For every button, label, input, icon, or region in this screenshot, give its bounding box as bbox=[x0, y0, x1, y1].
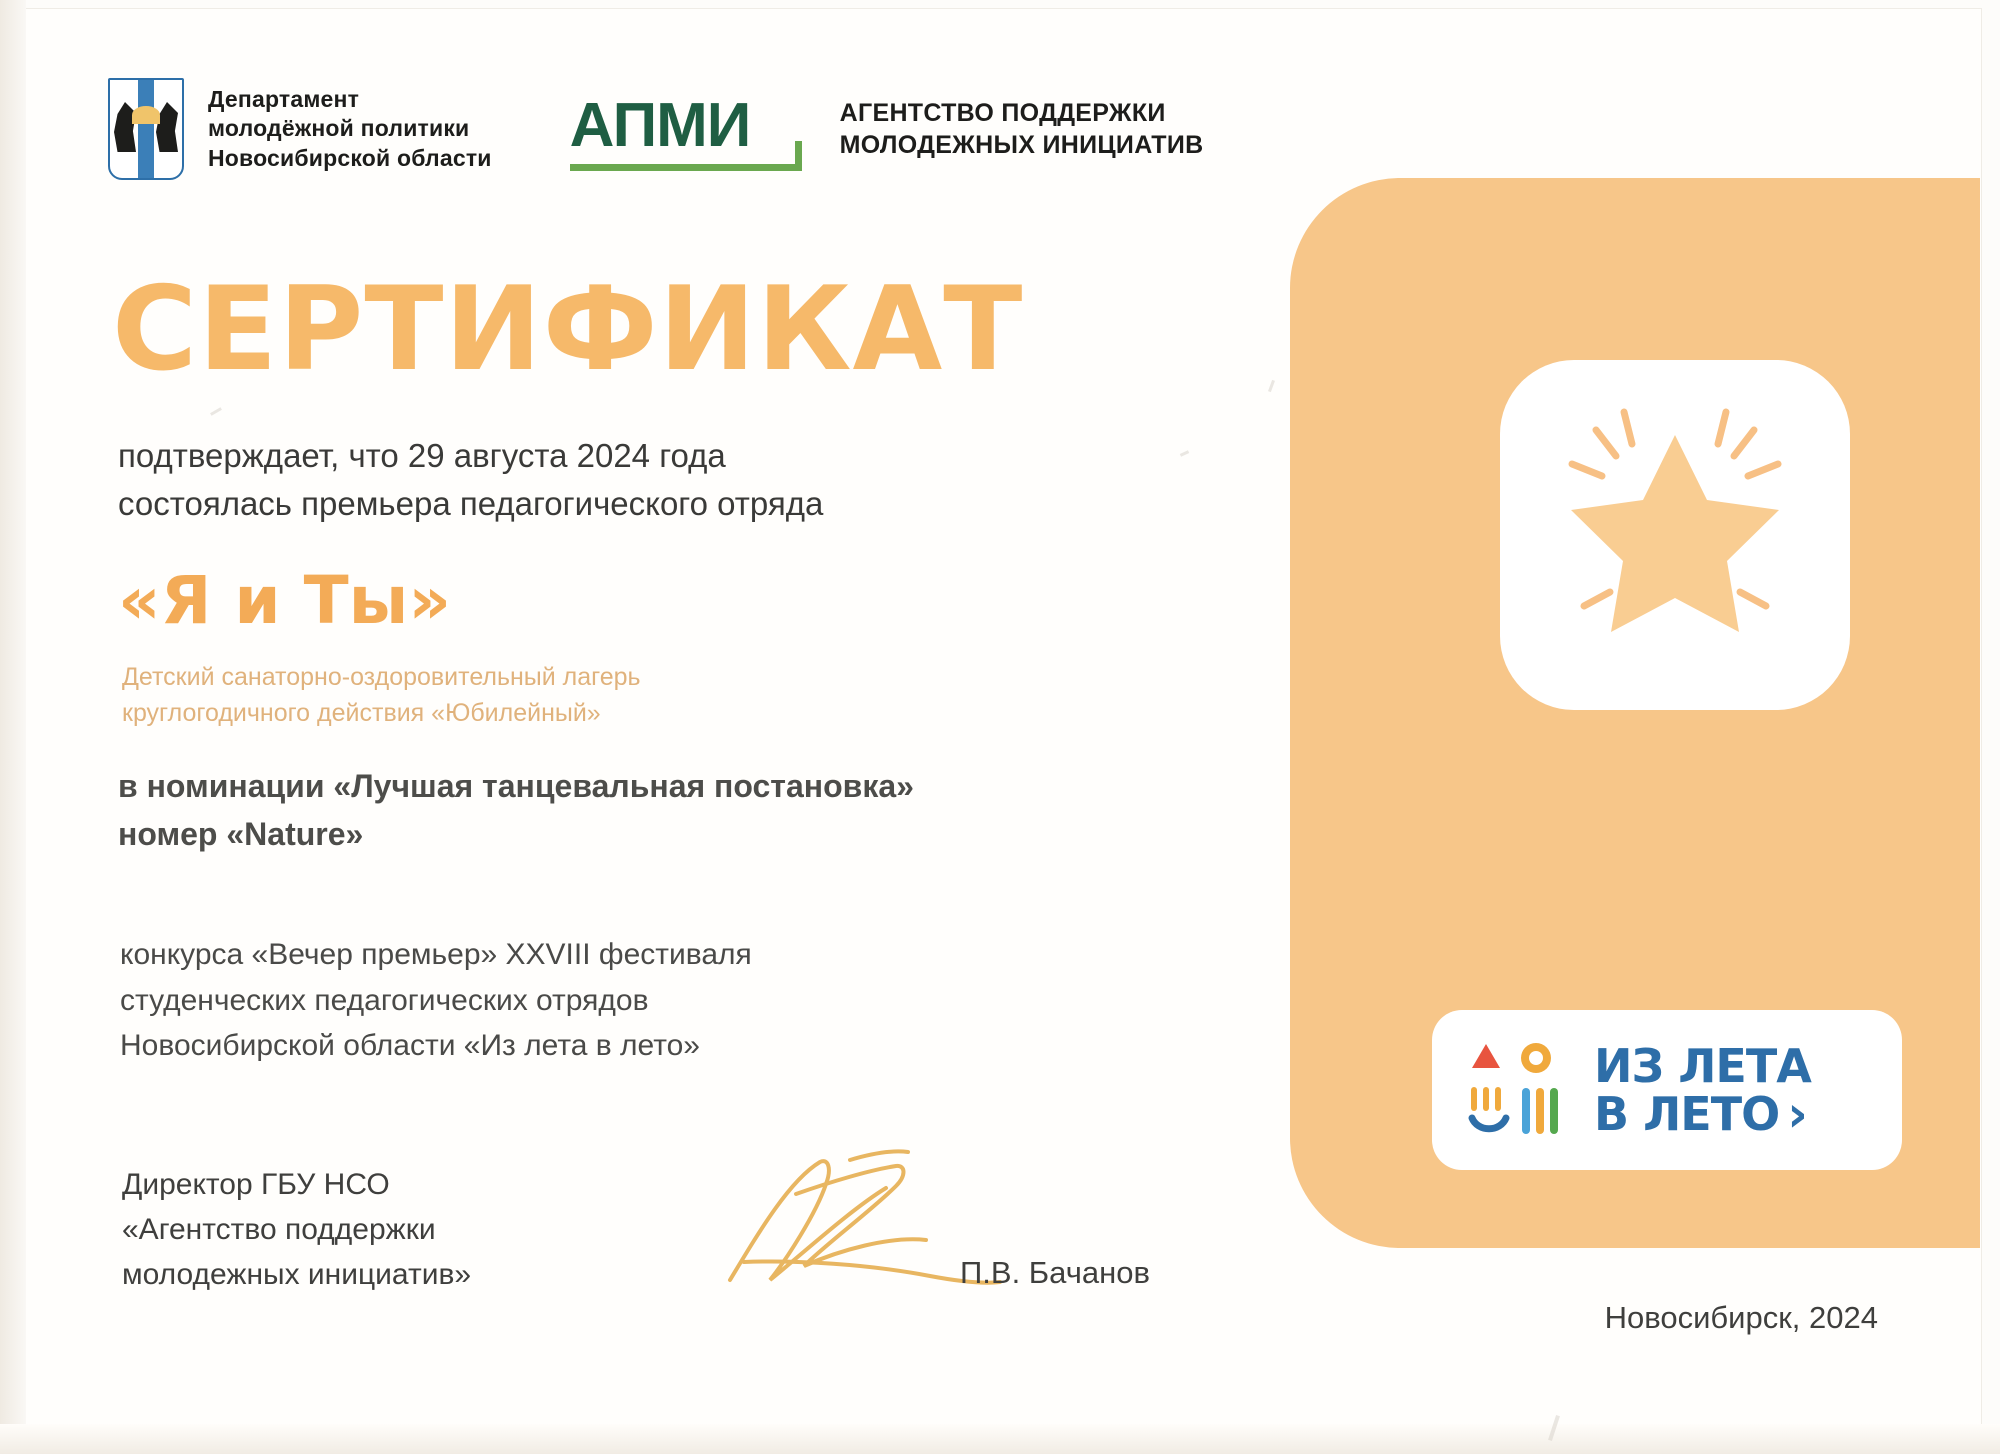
apmi-tagline-line-1: АГЕНТСТВО ПОДДЕРЖКИ bbox=[839, 98, 1166, 127]
department-line-3: Новосибирской области bbox=[208, 144, 492, 171]
city-and-year: Новосибирск, 2024 bbox=[1604, 1300, 1878, 1335]
festival-logo-line-2: В ЛЕТО bbox=[1594, 1087, 1780, 1141]
signer-line-2: «Агентство поддержки bbox=[122, 1213, 436, 1246]
festival-logo-icons bbox=[1460, 1038, 1572, 1142]
signer-line-1: Директор ГБУ НСО bbox=[122, 1168, 390, 1201]
signer-title bbox=[122, 1162, 471, 1297]
camp-line-2: круглогодичного действия «Юбилейный» bbox=[122, 698, 601, 727]
apmi-wordmark: АПМИ bbox=[569, 91, 751, 160]
festival-logo-card bbox=[1432, 1010, 1902, 1170]
department-name bbox=[208, 85, 492, 173]
intro-line-2: состоялась премьера педагогического отряда bbox=[118, 484, 824, 522]
festival-logo-text bbox=[1594, 1039, 1811, 1143]
scan-edge-left bbox=[0, 0, 26, 1454]
chevron-right-icon: › bbox=[1787, 1085, 1807, 1143]
nomination-line-1: в номинации «Лучшая танцевальная постановка» bbox=[118, 768, 914, 804]
nomination-line-2: номер «Nature» bbox=[118, 816, 364, 852]
team-name: «Я и Ты» bbox=[118, 562, 451, 639]
festival-shapes-icon bbox=[1460, 1038, 1572, 1142]
department-line-2: молодёжной политики bbox=[208, 115, 470, 142]
nomination-block bbox=[118, 762, 914, 858]
coat-of-arms-icon bbox=[108, 78, 184, 180]
apmi-underline-shape bbox=[570, 164, 802, 171]
signer-name: П.В. Бачанов bbox=[960, 1255, 1150, 1290]
header-logos bbox=[108, 78, 1204, 180]
scan-edge-bottom bbox=[0, 1424, 2000, 1454]
festival-logo-line-1: ИЗ ЛЕТА bbox=[1594, 1039, 1811, 1093]
contest-line-1: конкурса «Вечер премьер» XXVIII фестиваля bbox=[120, 938, 752, 971]
camp-name bbox=[122, 660, 641, 731]
certificate-intro bbox=[118, 432, 823, 528]
apmi-logo bbox=[570, 89, 1204, 169]
camp-line-1: Детский санаторно-оздоровительный лагерь bbox=[122, 663, 641, 691]
contest-line-2: студенческих педагогических отрядов bbox=[120, 983, 649, 1017]
department-line-1: Департамент bbox=[208, 85, 360, 112]
intro-line-1: подтверждает, что 29 августа 2024 года bbox=[118, 437, 726, 474]
star-badge-card bbox=[1500, 360, 1850, 710]
star-icon bbox=[1500, 360, 1850, 710]
contest-block bbox=[120, 932, 752, 1069]
certificate-title: СЕРТИФИКАТ bbox=[112, 262, 1024, 397]
contest-line-3: Новосибирской области «Из лета в лето» bbox=[120, 1029, 700, 1063]
signer-line-3: молодежных инициатив» bbox=[122, 1258, 472, 1291]
apmi-tagline-line-2: МОЛОДЕЖНЫХ ИНИЦИАТИВ bbox=[839, 131, 1204, 159]
apmi-tagline bbox=[840, 97, 1204, 162]
apmi-logo-mark bbox=[570, 89, 802, 169]
